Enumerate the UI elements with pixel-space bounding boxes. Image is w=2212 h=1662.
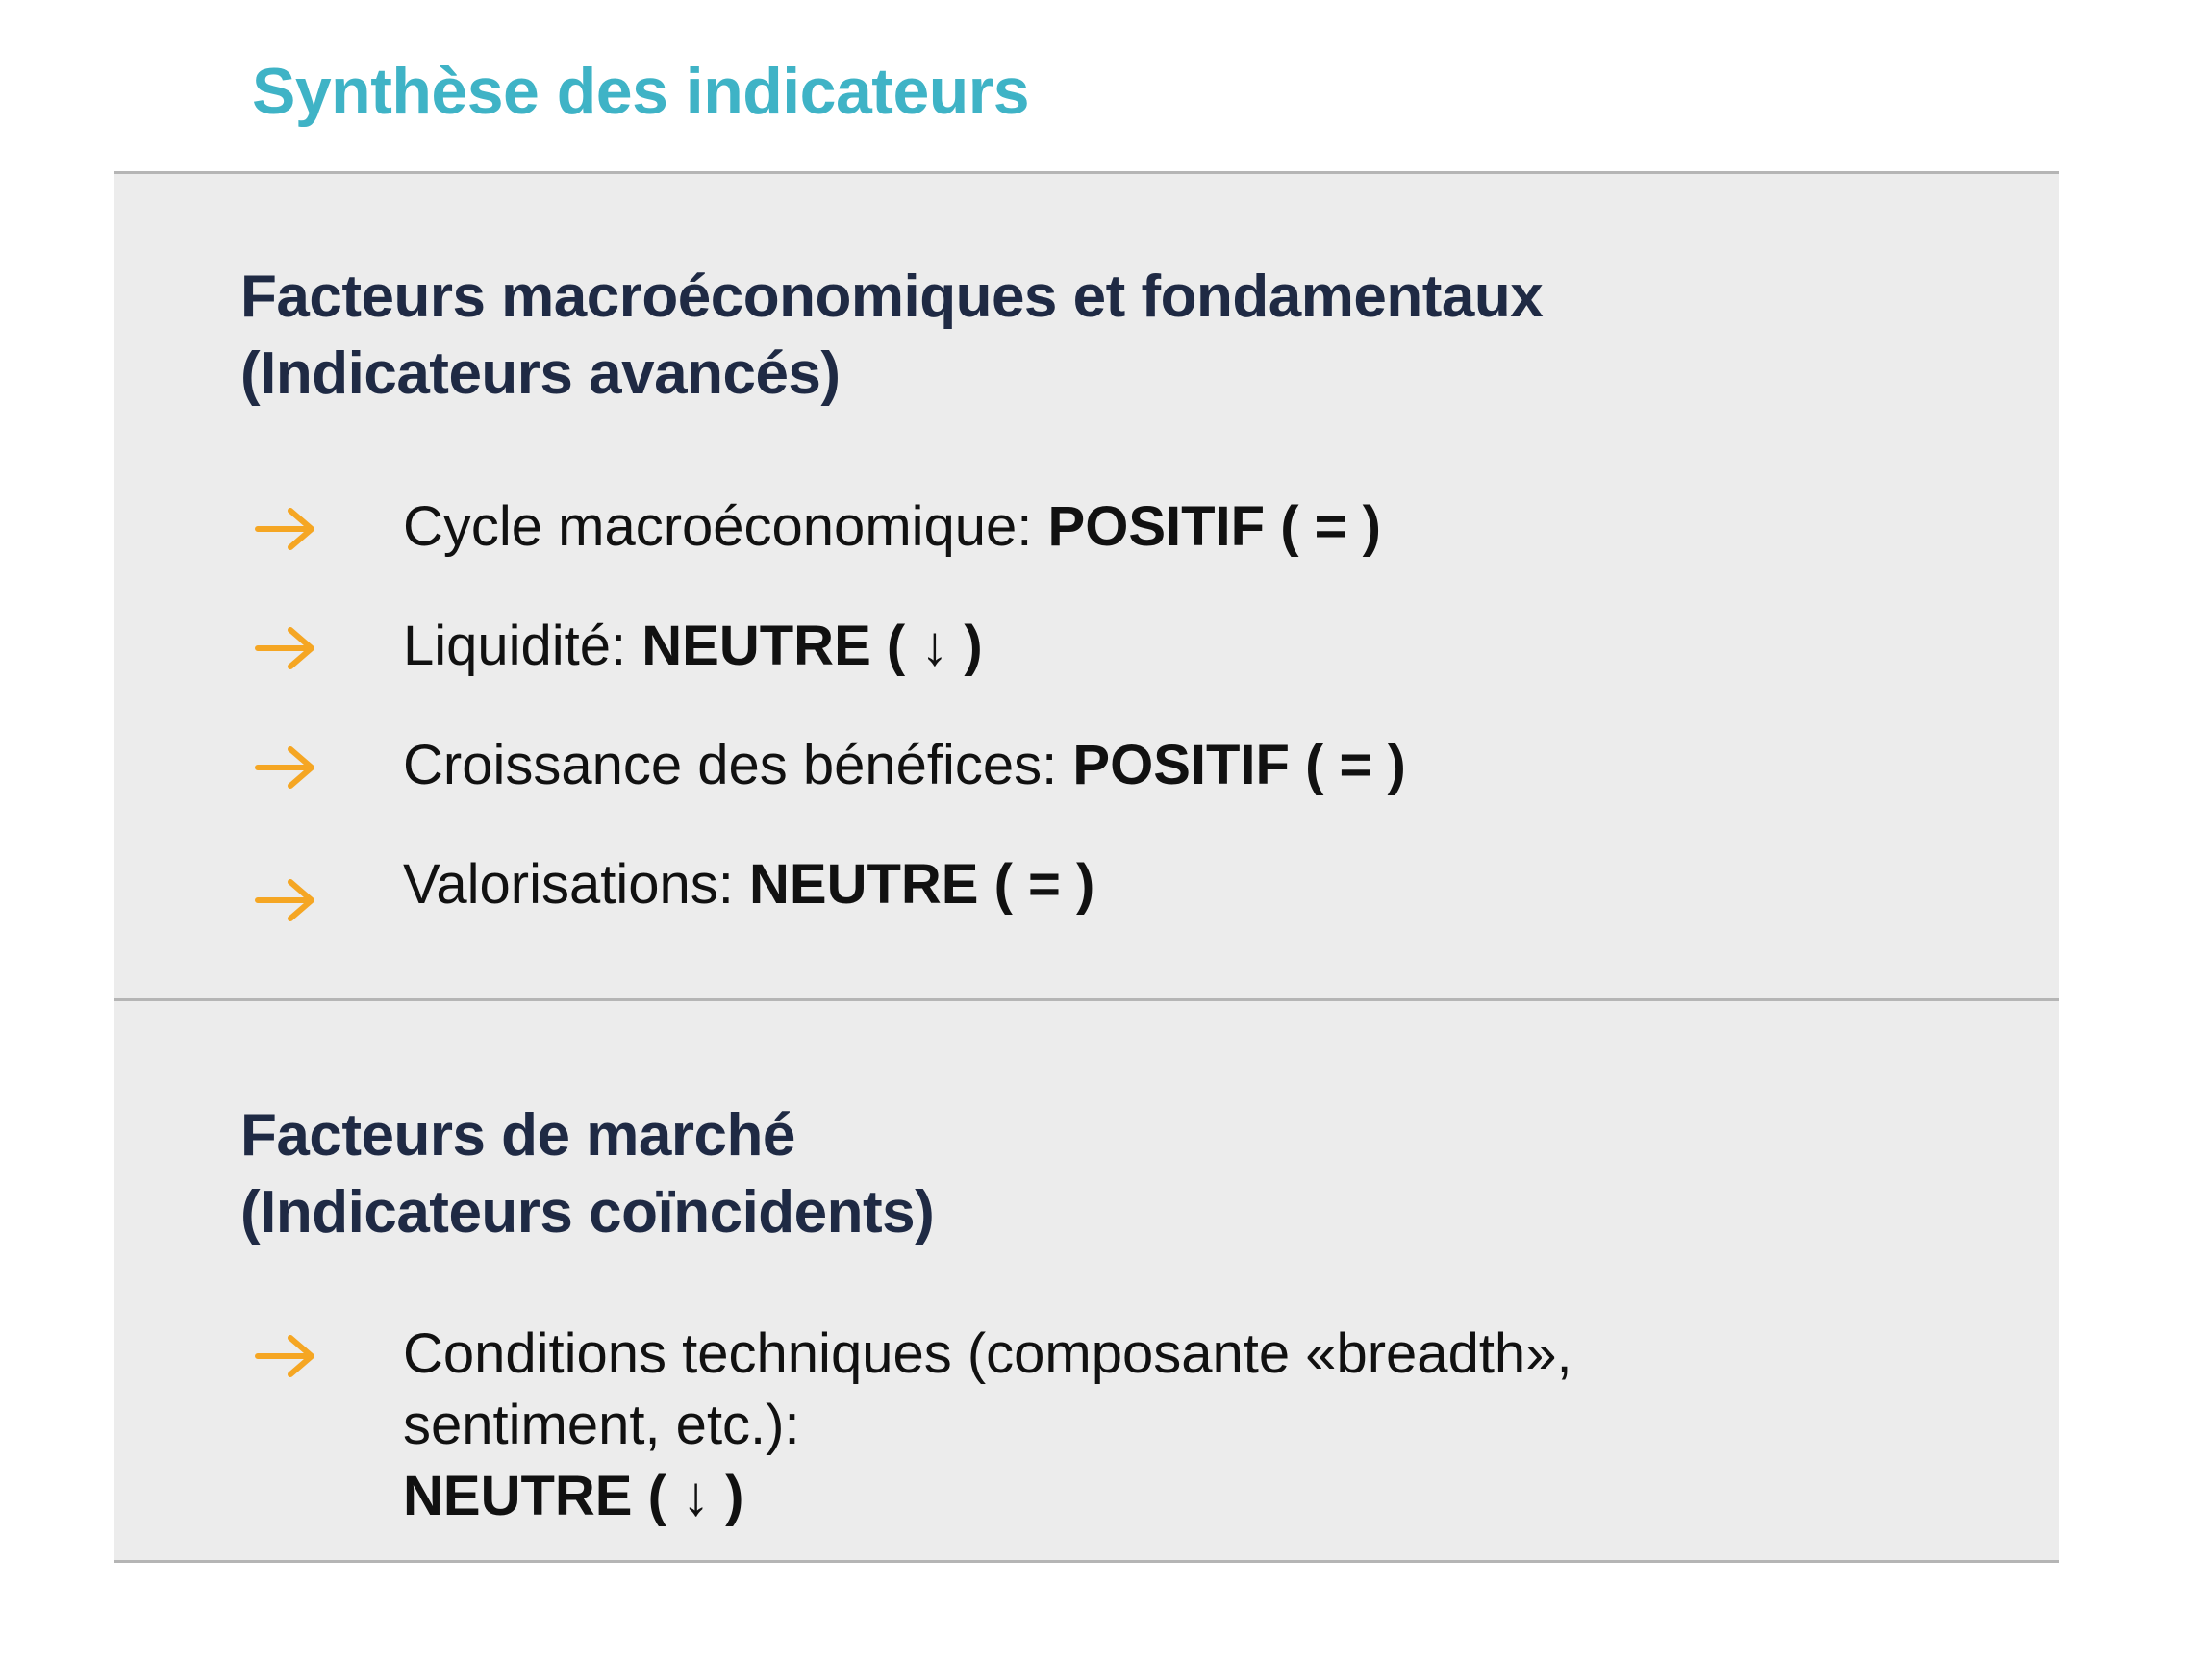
item-label: Valorisations: xyxy=(403,853,734,916)
section-heading-line2: (Indicateurs avancés) xyxy=(240,340,841,407)
item-label: Cycle macroéconomique: xyxy=(403,495,1033,558)
section-coincident-indicators xyxy=(114,998,2059,1563)
item-status: NEUTRE ( ↓ ) xyxy=(641,615,983,677)
arrow-right-icon xyxy=(254,505,321,553)
section-heading-line1: Facteurs de marché xyxy=(240,1102,795,1169)
section-heading-line1: Facteurs macroéconomiques et fondamentaux xyxy=(240,264,1544,330)
section-heading-line2: (Indicateurs coïncidents) xyxy=(240,1179,935,1246)
section-heading xyxy=(240,259,1543,413)
item-text xyxy=(403,1319,1846,1532)
page-title: Synthèse des indicateurs xyxy=(252,55,1030,128)
item-label: Croissance des bénéfices: xyxy=(403,734,1058,796)
arrow-right-icon xyxy=(254,624,321,672)
item-text xyxy=(403,611,983,682)
item-label-line2: sentiment, etc.): xyxy=(403,1394,800,1456)
arrow-right-icon xyxy=(254,743,321,792)
section-heading xyxy=(240,1097,934,1251)
item-label: Liquidité: xyxy=(403,615,627,677)
arrow-right-icon xyxy=(254,876,321,924)
arrow-right-icon xyxy=(254,1332,321,1380)
item-status: NEUTRE ( ↓ ) xyxy=(403,1465,744,1527)
item-label-line1: Conditions techniques (composante «breadth», xyxy=(403,1322,1572,1385)
item-text xyxy=(403,730,1406,801)
item-status: POSITIF ( = ) xyxy=(1072,734,1406,796)
item-text xyxy=(403,849,1094,920)
item-status: POSITIF ( = ) xyxy=(1047,495,1381,558)
item-status: NEUTRE ( = ) xyxy=(749,853,1095,916)
section-leading-indicators xyxy=(114,171,2059,1001)
item-text xyxy=(403,491,1381,563)
